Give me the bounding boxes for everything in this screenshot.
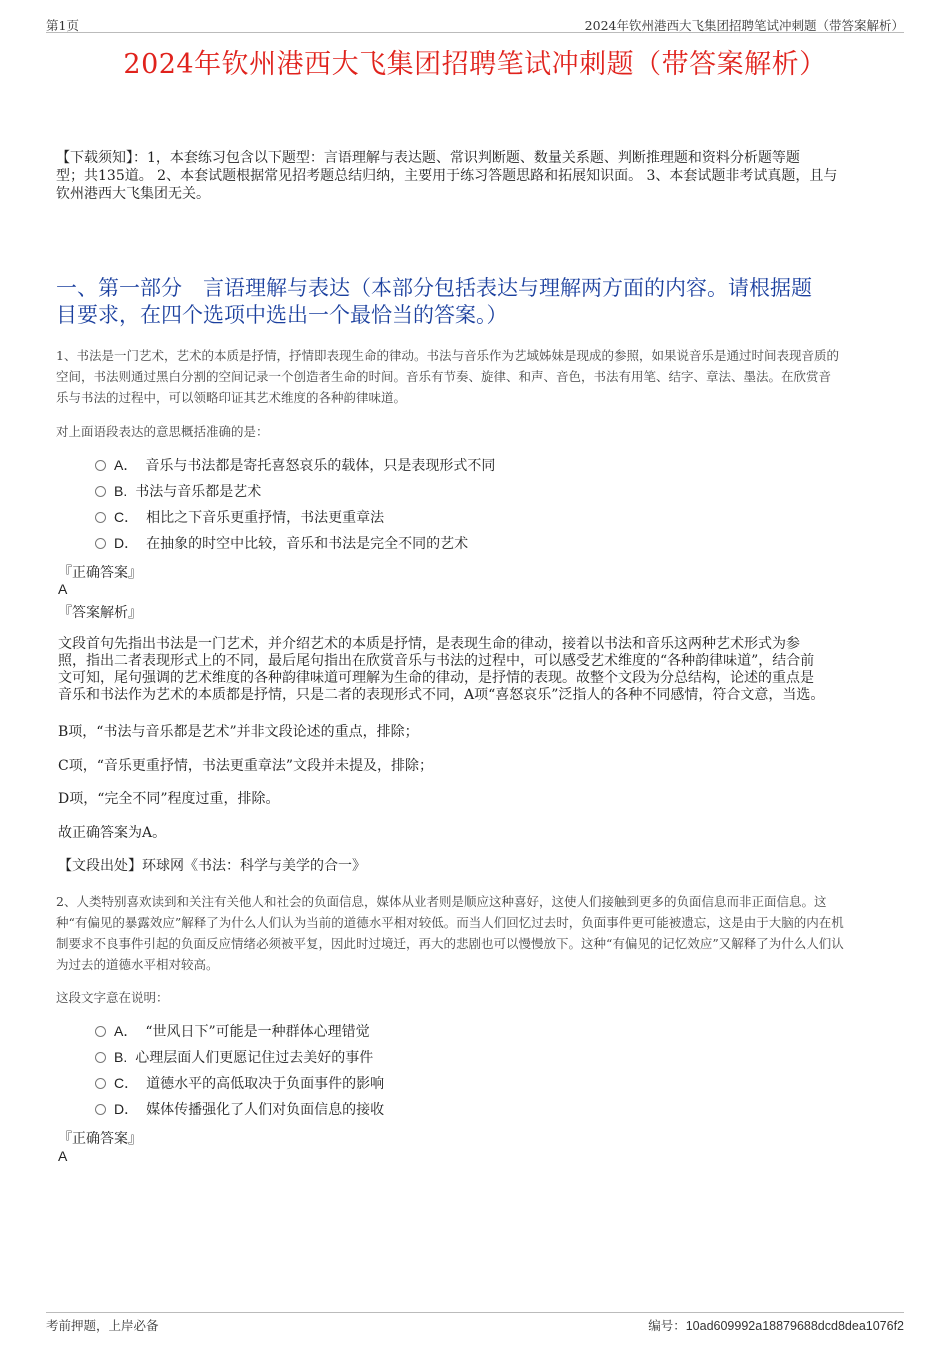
option-letter: B. — [114, 1049, 128, 1065]
question-1-stem: 对上面语段表达的意思概括准确的是： — [56, 424, 269, 439]
option-letter: A． — [114, 1023, 138, 1039]
option-text: “世风日下”可能是一种群体心理错觉 — [145, 1024, 370, 1040]
analysis-note-b: B项，“书法与音乐都是艺术”并非文段论述的重点，排除； — [58, 724, 419, 740]
question-1-analysis — [58, 636, 888, 704]
question-2-line-3: 制要求不良事件引起的负面反应情绪必须被平复，因此时过境迁，再大的悲剧也可以慢慢放下。这种“有偏见的记忆效应”又解释了为什么人们认 — [56, 936, 844, 951]
question-1-line-2: 空间，书法则通过黑白分割的空间记录一个创造者生命的时间。音乐有节奏、旋律、和声、音色，书法有用笔、结字、章法、墨法。在欣赏音 — [56, 369, 832, 384]
notice-line-2: 型；共135道。 2、本套试题根据常见招考题总结归纳，主要用于练习答题思路和拓展知识面。 3、本套试题非考试真题，且与 — [56, 168, 838, 184]
question-1-text — [56, 345, 901, 408]
option-text: 媒体传播强化了人们对负面信息的接收 — [146, 1102, 385, 1118]
option-text: 道德水平的高低取决于负面事件的影响 — [146, 1076, 385, 1092]
running-title: 2024年钦州港西大飞集团招聘笔试冲刺题（带答案解析） — [584, 18, 904, 33]
question-2-line-4: 为过去的道德水平相对较高。 — [56, 957, 219, 972]
footer-slogan: 考前押题，上岸必备 — [46, 1318, 159, 1333]
option-letter: C． — [114, 1075, 139, 1091]
radio-icon[interactable] — [95, 1052, 106, 1063]
option-text: 心理层面人们更愿记住过去美好的事件 — [135, 1050, 374, 1066]
question-1-line-3: 乐与书法的过程中，可以领略印证其艺术维度的各种韵律味道。 — [56, 390, 407, 405]
analysis-line-4: 音乐和书法作为艺术的本质都是抒情，只是二者的表现形式不同，A项“喜怒哀乐”泛指人的各种不同感情，符合文意，当选。 — [58, 687, 825, 703]
analysis-line-3: 文可知，尾句强调的艺术维度的各种韵律味道可理解为生命的律动，是抒情的表现。故整个文段为分总结构，论述的重点是 — [58, 670, 814, 686]
question-2-line-1: 2、人类特别喜欢读到和关注有关他人和社会的负面信息，媒体从业者则是顺应这种喜好，这使人们接触到更多的负面信息而非正面信息。这 — [56, 894, 827, 909]
page-header — [46, 14, 904, 33]
radio-icon[interactable] — [95, 460, 106, 471]
question-1-answer: A — [58, 581, 68, 597]
question-1-line-1: 1、书法是一门艺术，艺术的本质是抒情，抒情即表现生命的律动。书法与音乐作为艺域姊妹是现成的参照，如果说音乐是通过时间表现音质的 — [56, 348, 839, 363]
analysis-line-2: 照，指出二者表现形式上的不同，最后尾句指出在欣赏音乐与书法的过程中，可以感受艺术维度的“各种韵律味道”，结合前 — [58, 653, 815, 669]
radio-icon[interactable] — [95, 538, 106, 549]
question-2-option-a[interactable] — [95, 1021, 370, 1041]
page-footer — [46, 1312, 904, 1333]
question-2-answer: A — [58, 1148, 68, 1164]
document-code — [648, 1316, 904, 1334]
analysis-conclusion: 故正确答案为A。 — [58, 825, 167, 841]
document-code-label: 编号： — [648, 1318, 686, 1333]
section-heading-line-1: 一、第一部分 言语理解与表达（本部分包括表达与理解两方面的内容。请根据题 — [56, 276, 812, 300]
radio-icon[interactable] — [95, 512, 106, 523]
document-title: 2024年钦州港西大飞集团招聘笔试冲刺题（带答案解析） — [123, 49, 827, 80]
analysis-note-c: C项，“音乐更重抒情，书法更重章法”文段并未提及，排除； — [58, 758, 434, 774]
download-notice — [56, 149, 902, 203]
question-2-option-d[interactable] — [95, 1099, 384, 1119]
notice-line-1: 【下载须知】：1，本套练习包含以下题型：言语理解与表达题、常识判断题、数量关系题、判断推理题和资料分析题等题 — [56, 150, 800, 166]
question-1-answer-label: 『正确答案』 — [58, 565, 142, 581]
question-1-analysis-label: 『答案解析』 — [58, 605, 142, 621]
page-number: 第1页 — [46, 18, 79, 33]
question-2-option-c[interactable] — [95, 1073, 384, 1093]
question-2-option-b[interactable] — [95, 1047, 373, 1067]
question-2-answer-label: 『正确答案』 — [58, 1131, 142, 1147]
analysis-note-d: D项，“完全不同”程度过重，排除。 — [58, 791, 280, 807]
analysis-line-1: 文段首句先指出书法是一门艺术，并介绍艺术的本质是抒情，是表现生命的律动，接着以书法和音乐这两种艺术形式为参 — [58, 636, 800, 652]
option-letter: C． — [114, 509, 139, 525]
question-1-option-a[interactable] — [95, 455, 495, 475]
notice-line-3: 钦州港西大飞集团无关。 — [56, 186, 210, 202]
option-text: 书法与音乐都是艺术 — [135, 484, 262, 500]
radio-icon[interactable] — [95, 1078, 106, 1089]
question-2-text — [56, 891, 901, 975]
passage-source: 【文段出处】环球网《书法：科学与美学的合一》 — [58, 858, 366, 874]
option-text: 相比之下音乐更重抒情，书法更重章法 — [146, 510, 385, 526]
question-1-option-c[interactable] — [95, 507, 384, 527]
option-text: 音乐与书法都是寄托喜怒哀乐的载体，只是表现形式不同 — [145, 458, 496, 474]
question-1-option-b[interactable] — [95, 481, 261, 501]
radio-icon[interactable] — [95, 1026, 106, 1037]
option-letter: D． — [114, 1101, 139, 1117]
option-letter: B. — [114, 483, 128, 499]
section-heading-line-2: 目要求，在四个选项中选出一个最恰当的答案。） — [56, 303, 508, 327]
question-2-line-2: 种“有偏见的暴露效应”解释了为什么人们认为当前的道德水平相对较低。而当人们回忆过去时，负面事件更可能被遗忘，这是由于大脑的内在机 — [56, 915, 844, 930]
option-text: 在抽象的时空中比较，音乐和书法是完全不同的艺术 — [146, 536, 469, 552]
document-code-value: 10ad609992a18879688dcd8dea1076f2 — [685, 1319, 904, 1333]
option-letter: D． — [114, 535, 139, 551]
question-2-stem: 这段文字意在说明： — [56, 990, 169, 1005]
option-letter: A． — [114, 457, 138, 473]
question-1-option-d[interactable] — [95, 533, 468, 553]
radio-icon[interactable] — [95, 486, 106, 497]
radio-icon[interactable] — [95, 1104, 106, 1115]
section-heading — [56, 275, 896, 329]
